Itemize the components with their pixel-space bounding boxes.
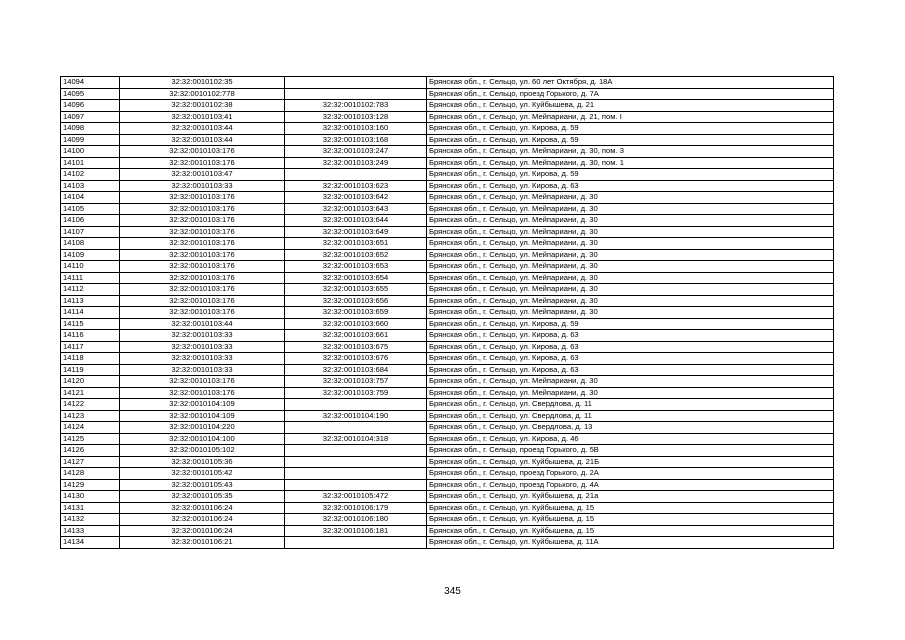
parcel-cadastral-number-cell: 32:32:0010103:176 — [120, 249, 285, 261]
parcel-cadastral-number-cell: 32:32:0010102:38 — [120, 100, 285, 112]
table-row — [61, 433, 834, 445]
table-row — [61, 341, 834, 353]
table-row — [61, 410, 834, 422]
row-number-cell: 14115 — [61, 318, 120, 330]
table-row — [61, 502, 834, 514]
table-row — [61, 100, 834, 112]
object-cadastral-number-cell: 32:32:0010103:759 — [285, 387, 427, 399]
object-cadastral-number-cell: 32:32:0010104:318 — [285, 433, 427, 445]
row-number-cell: 14132 — [61, 514, 120, 526]
table-row — [61, 261, 834, 273]
object-cadastral-number-cell: 32:32:0010106:181 — [285, 525, 427, 537]
parcel-cadastral-number-cell: 32:32:0010104:109 — [120, 399, 285, 411]
table-row — [61, 399, 834, 411]
address-cell: Брянская обл., г. Сельцо, ул. Кирова, д. 46 — [427, 433, 834, 445]
table-row — [61, 422, 834, 434]
row-number-cell: 14109 — [61, 249, 120, 261]
parcel-cadastral-number-cell: 32:32:0010103:33 — [120, 353, 285, 365]
table-row — [61, 284, 834, 296]
table-row — [61, 238, 834, 250]
object-cadastral-number-cell: 32:32:0010103:642 — [285, 192, 427, 204]
table-row — [61, 387, 834, 399]
parcel-cadastral-number-cell: 32:32:0010103:33 — [120, 180, 285, 192]
parcel-cadastral-number-cell: 32:32:0010103:176 — [120, 157, 285, 169]
object-cadastral-number-cell: 32:32:0010103:654 — [285, 272, 427, 284]
object-cadastral-number-cell: 32:32:0010103:757 — [285, 376, 427, 388]
parcel-cadastral-number-cell: 32:32:0010103:176 — [120, 376, 285, 388]
object-cadastral-number-cell: 32:32:0010103:651 — [285, 238, 427, 250]
parcel-cadastral-number-cell: 32:32:0010103:176 — [120, 261, 285, 273]
table-row — [61, 226, 834, 238]
row-number-cell: 14126 — [61, 445, 120, 457]
address-cell: Брянская обл., г. Сельцо, ул. Кирова, д. 63 — [427, 341, 834, 353]
address-cell: Брянская обл., г. Сельцо, ул. Кирова, д. 59 — [427, 134, 834, 146]
object-cadastral-number-cell — [285, 537, 427, 549]
table-row — [61, 146, 834, 158]
parcel-cadastral-number-cell: 32:32:0010105:42 — [120, 468, 285, 480]
address-cell: Брянская обл., г. Сельцо, ул. Куйбышева, д. 21а — [427, 491, 834, 503]
page-number: 345 — [444, 586, 461, 597]
object-cadastral-number-cell: 32:32:0010103:644 — [285, 215, 427, 227]
object-cadastral-number-cell: 32:32:0010103:656 — [285, 295, 427, 307]
parcel-cadastral-number-cell: 32:32:0010103:33 — [120, 341, 285, 353]
address-cell: Брянская обл., г. Сельцо, ул. Свердлова, д. 11 — [427, 410, 834, 422]
table-row — [61, 307, 834, 319]
row-number-cell: 14110 — [61, 261, 120, 273]
parcel-cadastral-number-cell: 32:32:0010103:176 — [120, 272, 285, 284]
parcel-cadastral-number-cell: 32:32:0010103:176 — [120, 146, 285, 158]
row-number-cell: 14097 — [61, 111, 120, 123]
parcel-cadastral-number-cell: 32:32:0010103:176 — [120, 226, 285, 238]
address-cell: Брянская обл., г. Сельцо, ул. Мейпариани, д. 30 — [427, 295, 834, 307]
row-number-cell: 14103 — [61, 180, 120, 192]
object-cadastral-number-cell — [285, 77, 427, 89]
object-cadastral-number-cell: 32:32:0010103:676 — [285, 353, 427, 365]
table-row — [61, 318, 834, 330]
row-number-cell: 14099 — [61, 134, 120, 146]
parcel-cadastral-number-cell: 32:32:0010103:44 — [120, 123, 285, 135]
address-cell: Брянская обл., г. Сельцо, ул. Кирова, д. 63 — [427, 364, 834, 376]
parcel-cadastral-number-cell: 32:32:0010103:33 — [120, 364, 285, 376]
address-cell: Брянская обл., г. Сельцо, ул. Мейпариани, д. 30 — [427, 376, 834, 388]
row-number-cell: 14128 — [61, 468, 120, 480]
parcel-cadastral-number-cell: 32:32:0010103:176 — [120, 215, 285, 227]
row-number-cell: 14104 — [61, 192, 120, 204]
address-cell: Брянская обл., г. Сельцо, ул. 60 лет Октября, д. 18А — [427, 77, 834, 89]
table-row — [61, 295, 834, 307]
row-number-cell: 14130 — [61, 491, 120, 503]
address-cell: Брянская обл., г. Сельцо, ул. Куйбышева, д. 11А — [427, 537, 834, 549]
table-row — [61, 456, 834, 468]
address-cell: Брянская обл., г. Сельцо, ул. Куйбышева, д. 15 — [427, 514, 834, 526]
parcel-cadastral-number-cell: 32:32:0010103:33 — [120, 330, 285, 342]
registry-table — [60, 76, 834, 549]
registry-table-body — [61, 77, 834, 549]
table-row — [61, 111, 834, 123]
table-row — [61, 445, 834, 457]
row-number-cell: 14125 — [61, 433, 120, 445]
row-number-cell: 14094 — [61, 77, 120, 89]
row-number-cell: 14121 — [61, 387, 120, 399]
object-cadastral-number-cell: 32:32:0010103:249 — [285, 157, 427, 169]
object-cadastral-number-cell — [285, 468, 427, 480]
address-cell: Брянская обл., г. Сельцо, ул. Куйбышева, д. 15 — [427, 502, 834, 514]
table-row — [61, 180, 834, 192]
address-cell: Брянская обл., г. Сельцо, ул. Мейпариани, д. 30 — [427, 272, 834, 284]
table-row — [61, 272, 834, 284]
table-row — [61, 537, 834, 549]
row-number-cell: 14120 — [61, 376, 120, 388]
object-cadastral-number-cell — [285, 422, 427, 434]
row-number-cell: 14105 — [61, 203, 120, 215]
row-number-cell: 14134 — [61, 537, 120, 549]
row-number-cell: 14116 — [61, 330, 120, 342]
address-cell: Брянская обл., г. Сельцо, ул. Свердлова, д. 13 — [427, 422, 834, 434]
object-cadastral-number-cell: 32:32:0010103:168 — [285, 134, 427, 146]
address-cell: Брянская обл., г. Сельцо, ул. Кирова, д. 63 — [427, 330, 834, 342]
address-cell: Брянская обл., г. Сельцо, ул. Кирова, д. 63 — [427, 353, 834, 365]
table-row — [61, 364, 834, 376]
object-cadastral-number-cell: 32:32:0010102:783 — [285, 100, 427, 112]
row-number-cell: 14117 — [61, 341, 120, 353]
table-row — [61, 376, 834, 388]
table-row — [61, 88, 834, 100]
table-row — [61, 468, 834, 480]
parcel-cadastral-number-cell: 32:32:0010105:35 — [120, 491, 285, 503]
address-cell: Брянская обл., г. Сельцо, ул. Куйбышева, д. 21Б — [427, 456, 834, 468]
object-cadastral-number-cell — [285, 456, 427, 468]
parcel-cadastral-number-cell: 32:32:0010105:43 — [120, 479, 285, 491]
row-number-cell: 14123 — [61, 410, 120, 422]
address-cell: Брянская обл., г. Сельцо, ул. Свердлова, д. 11 — [427, 399, 834, 411]
address-cell: Брянская обл., г. Сельцо, ул. Кирова, д. 59 — [427, 123, 834, 135]
table-row — [61, 479, 834, 491]
object-cadastral-number-cell: 32:32:0010103:659 — [285, 307, 427, 319]
object-cadastral-number-cell: 32:32:0010105:472 — [285, 491, 427, 503]
parcel-cadastral-number-cell: 32:32:0010103:176 — [120, 284, 285, 296]
address-cell: Брянская обл., г. Сельцо, проезд Горького, д. 4А — [427, 479, 834, 491]
row-number-cell: 14113 — [61, 295, 120, 307]
parcel-cadastral-number-cell: 32:32:0010103:41 — [120, 111, 285, 123]
address-cell: Брянская обл., г. Сельцо, ул. Мейпариани, д. 30 — [427, 215, 834, 227]
table-row — [61, 215, 834, 227]
object-cadastral-number-cell: 32:32:0010103:652 — [285, 249, 427, 261]
object-cadastral-number-cell — [285, 445, 427, 457]
row-number-cell: 14108 — [61, 238, 120, 250]
object-cadastral-number-cell: 32:32:0010106:179 — [285, 502, 427, 514]
object-cadastral-number-cell — [285, 479, 427, 491]
object-cadastral-number-cell: 32:32:0010104:190 — [285, 410, 427, 422]
address-cell: Брянская обл., г. Сельцо, проезд Горького, д. 5В — [427, 445, 834, 457]
row-number-cell: 14131 — [61, 502, 120, 514]
parcel-cadastral-number-cell: 32:32:0010103:47 — [120, 169, 285, 181]
parcel-cadastral-number-cell: 32:32:0010106:24 — [120, 525, 285, 537]
row-number-cell: 14127 — [61, 456, 120, 468]
table-row — [61, 134, 834, 146]
parcel-cadastral-number-cell: 32:32:0010103:44 — [120, 134, 285, 146]
object-cadastral-number-cell: 32:32:0010103:675 — [285, 341, 427, 353]
address-cell: Брянская обл., г. Сельцо, ул. Мейпариани, д. 30 — [427, 387, 834, 399]
row-number-cell: 14098 — [61, 123, 120, 135]
row-number-cell: 14101 — [61, 157, 120, 169]
object-cadastral-number-cell: 32:32:0010103:128 — [285, 111, 427, 123]
address-cell: Брянская обл., г. Сельцо, ул. Кирова, д. 59 — [427, 318, 834, 330]
address-cell: Брянская обл., г. Сельцо, ул. Мейпариани, д. 30 — [427, 238, 834, 250]
parcel-cadastral-number-cell: 32:32:0010104:100 — [120, 433, 285, 445]
table-row — [61, 192, 834, 204]
row-number-cell: 14129 — [61, 479, 120, 491]
object-cadastral-number-cell: 32:32:0010103:660 — [285, 318, 427, 330]
address-cell: Брянская обл., г. Сельцо, ул. Мейпариани, д. 21, пом. I — [427, 111, 834, 123]
row-number-cell: 14106 — [61, 215, 120, 227]
address-cell: Брянская обл., г. Сельцо, ул. Мейпариани, д. 30 — [427, 192, 834, 204]
address-cell: Брянская обл., г. Сельцо, ул. Мейпариани, д. 30 — [427, 307, 834, 319]
parcel-cadastral-number-cell: 32:32:0010103:176 — [120, 203, 285, 215]
address-cell: Брянская обл., г. Сельцо, ул. Мейпариани, д. 30, пом. 3 — [427, 146, 834, 158]
object-cadastral-number-cell: 32:32:0010103:661 — [285, 330, 427, 342]
parcel-cadastral-number-cell: 32:32:0010105:36 — [120, 456, 285, 468]
parcel-cadastral-number-cell: 32:32:0010106:24 — [120, 502, 285, 514]
parcel-cadastral-number-cell: 32:32:0010103:44 — [120, 318, 285, 330]
object-cadastral-number-cell: 32:32:0010103:623 — [285, 180, 427, 192]
parcel-cadastral-number-cell: 32:32:0010103:176 — [120, 307, 285, 319]
row-number-cell: 14111 — [61, 272, 120, 284]
address-cell: Брянская обл., г. Сельцо, ул. Куйбышева, д. 21 — [427, 100, 834, 112]
object-cadastral-number-cell: 32:32:0010103:160 — [285, 123, 427, 135]
parcel-cadastral-number-cell: 32:32:0010102:778 — [120, 88, 285, 100]
address-cell: Брянская обл., г. Сельцо, проезд Горького, д. 2А — [427, 468, 834, 480]
address-cell: Брянская обл., г. Сельцо, ул. Кирова, д. 63 — [427, 180, 834, 192]
object-cadastral-number-cell — [285, 88, 427, 100]
address-cell: Брянская обл., г. Сельцо, ул. Мейпариани, д. 30 — [427, 249, 834, 261]
table-row — [61, 249, 834, 261]
table-row — [61, 203, 834, 215]
parcel-cadastral-number-cell: 32:32:0010103:176 — [120, 192, 285, 204]
row-number-cell: 14119 — [61, 364, 120, 376]
address-cell: Брянская обл., г. Сельцо, проезд Горького, д. 7А — [427, 88, 834, 100]
table-row — [61, 157, 834, 169]
parcel-cadastral-number-cell: 32:32:0010104:109 — [120, 410, 285, 422]
parcel-cadastral-number-cell: 32:32:0010102:35 — [120, 77, 285, 89]
address-cell: Брянская обл., г. Сельцо, ул. Мейпариани, д. 30, пом. 1 — [427, 157, 834, 169]
object-cadastral-number-cell: 32:32:0010103:653 — [285, 261, 427, 273]
table-row — [61, 514, 834, 526]
address-cell: Брянская обл., г. Сельцо, ул. Мейпариани, д. 30 — [427, 284, 834, 296]
address-cell: Брянская обл., г. Сельцо, ул. Мейпариани, д. 30 — [427, 203, 834, 215]
address-cell: Брянская обл., г. Сельцо, ул. Мейпариани, д. 30 — [427, 261, 834, 273]
parcel-cadastral-number-cell: 32:32:0010106:24 — [120, 514, 285, 526]
row-number-cell: 14096 — [61, 100, 120, 112]
object-cadastral-number-cell: 32:32:0010103:684 — [285, 364, 427, 376]
object-cadastral-number-cell: 32:32:0010103:649 — [285, 226, 427, 238]
row-number-cell: 14122 — [61, 399, 120, 411]
table-row — [61, 330, 834, 342]
row-number-cell: 14102 — [61, 169, 120, 181]
address-cell: Брянская обл., г. Сельцо, ул. Кирова, д. 59 — [427, 169, 834, 181]
parcel-cadastral-number-cell: 32:32:0010103:176 — [120, 295, 285, 307]
row-number-cell: 14124 — [61, 422, 120, 434]
row-number-cell: 14095 — [61, 88, 120, 100]
row-number-cell: 14100 — [61, 146, 120, 158]
object-cadastral-number-cell: 32:32:0010103:643 — [285, 203, 427, 215]
parcel-cadastral-number-cell: 32:32:0010103:176 — [120, 238, 285, 250]
table-row — [61, 169, 834, 181]
parcel-cadastral-number-cell: 32:32:0010103:176 — [120, 387, 285, 399]
table-row — [61, 525, 834, 537]
parcel-cadastral-number-cell: 32:32:0010105:102 — [120, 445, 285, 457]
address-cell: Брянская обл., г. Сельцо, ул. Мейпариани, д. 30 — [427, 226, 834, 238]
table-row — [61, 123, 834, 135]
address-cell: Брянская обл., г. Сельцо, ул. Куйбышева, д. 15 — [427, 525, 834, 537]
table-row — [61, 491, 834, 503]
row-number-cell: 14112 — [61, 284, 120, 296]
object-cadastral-number-cell: 32:32:0010106:180 — [285, 514, 427, 526]
row-number-cell: 14107 — [61, 226, 120, 238]
object-cadastral-number-cell: 32:32:0010103:655 — [285, 284, 427, 296]
object-cadastral-number-cell — [285, 169, 427, 181]
parcel-cadastral-number-cell: 32:32:0010106:21 — [120, 537, 285, 549]
object-cadastral-number-cell — [285, 399, 427, 411]
row-number-cell: 14114 — [61, 307, 120, 319]
table-row — [61, 353, 834, 365]
table-row — [61, 77, 834, 89]
parcel-cadastral-number-cell: 32:32:0010104:220 — [120, 422, 285, 434]
object-cadastral-number-cell: 32:32:0010103:247 — [285, 146, 427, 158]
row-number-cell: 14133 — [61, 525, 120, 537]
row-number-cell: 14118 — [61, 353, 120, 365]
